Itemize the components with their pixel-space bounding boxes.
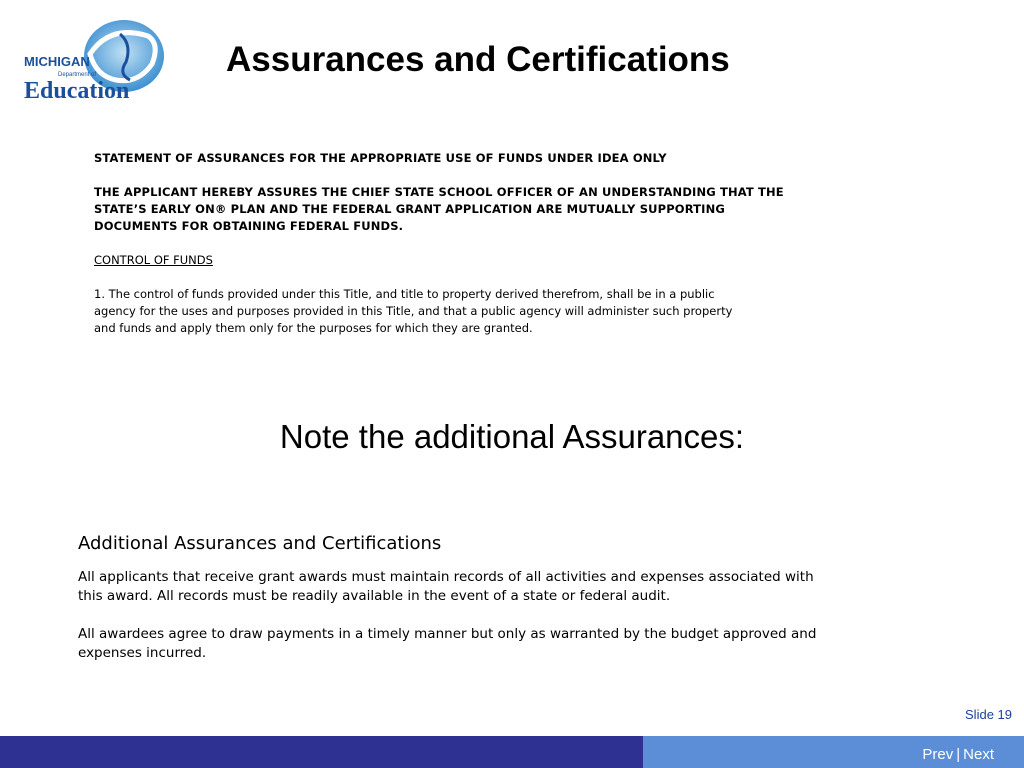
footer-bar-left: [0, 736, 643, 768]
slide-title: Assurances and Certifications: [226, 40, 730, 79]
spacer: [94, 167, 924, 184]
svg-text:MICHIGAN: MICHIGAN: [24, 54, 90, 69]
paragraph-line: expenses incurred.: [78, 645, 207, 661]
statement-line: DOCUMENTS FOR OBTAINING FEDERAL FUNDS.: [94, 219, 404, 233]
nav-separator: |: [956, 746, 961, 763]
spacer: [78, 556, 978, 568]
paragraph-line: All awardees agree to draw payments in a timely manner but only as warranted by the budget approved and: [78, 626, 817, 642]
spacer: [94, 269, 924, 286]
statement-line: STATE’S EARLY ON® PLAN AND THE FEDERAL GRANT APPLICATION ARE MUTUALLY SUPPORTING: [94, 202, 725, 216]
slide-navigation: [922, 746, 994, 763]
statement-line: THE APPLICANT HEREBY ASSURES THE CHIEF STATE SCHOOL OFFICER OF AN UNDERSTANDING THAT THE: [94, 185, 784, 199]
additional-assurances-excerpt: [78, 532, 978, 663]
idea-assurances-excerpt: [94, 150, 924, 337]
control-of-funds-heading: CONTROL OF FUNDS: [94, 253, 213, 267]
slide-number: Slide 19: [965, 707, 1012, 722]
additional-assurances-heading: Additional Assurances and Certifications: [78, 533, 442, 554]
paragraph-line: this award. All records must be readily available in the event of a state or federal audit.: [78, 588, 671, 604]
statement-heading: STATEMENT OF ASSURANCES FOR THE APPROPRIATE USE OF FUNDS UNDER IDEA ONLY: [94, 151, 667, 165]
svg-text:Department of: Department of: [58, 72, 97, 78]
note-text: Note the additional Assurances:: [279, 418, 745, 455]
control-item-line: 1. The control of funds provided under this Title, and title to property derived therefrom, shall be in a public: [94, 287, 715, 301]
spacer: [78, 606, 978, 625]
svg-text:Education: Education: [24, 78, 130, 104]
paragraph-line: All applicants that receive grant awards must maintain records of all activities and expenses associated with: [78, 569, 814, 585]
next-link[interactable]: Next: [963, 746, 994, 763]
control-item-line: agency for the uses and purposes provided in this Title, and that a public agency will administer such property: [94, 304, 733, 318]
spacer: [94, 235, 924, 252]
prev-link[interactable]: Prev: [922, 746, 954, 763]
control-item-line: and funds and apply them only for the purposes for which they are granted.: [94, 321, 533, 335]
michigan-education-logo: [20, 14, 176, 104]
